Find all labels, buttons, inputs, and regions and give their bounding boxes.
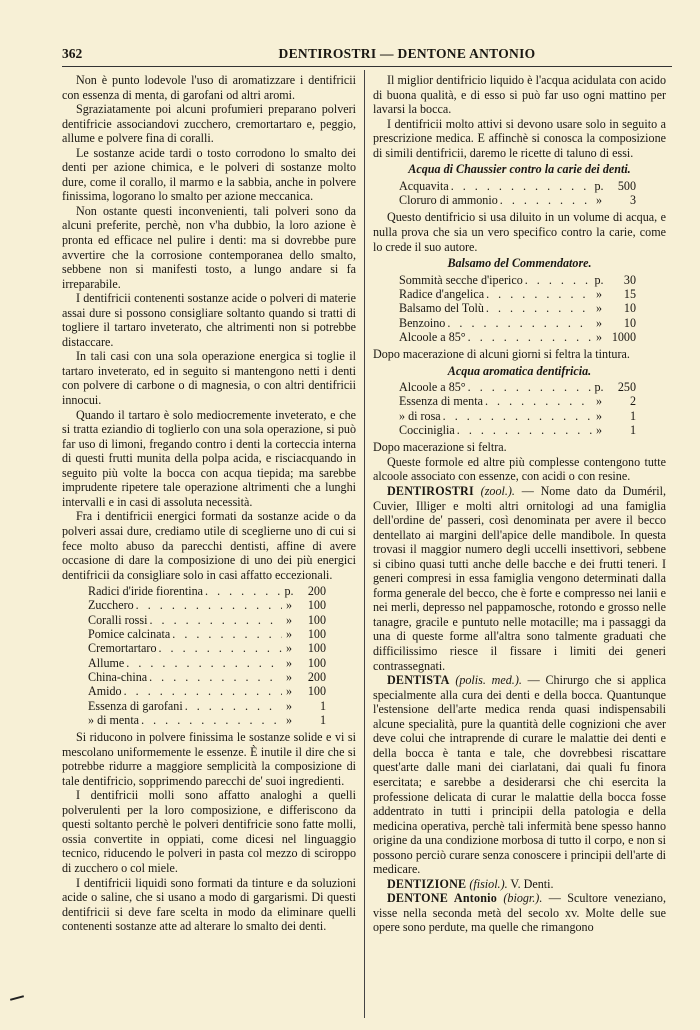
entry-tag: (polis. med.). — [455, 673, 522, 688]
recipe-line — [88, 627, 326, 641]
paragraph: Sgraziatamente poi alcuni profumieri preparano polveri dentifricie associandovi zucchero, cremortartaro e, peggio, allume e polvere fina di coralli. — [62, 102, 356, 146]
paragraph: Le sostanze acide tardi o tosto corrodono lo smalto dei denti per azione chimica, e le polveri di sostanze molto dure, come il corallo, il marmo e la sabbia, anche in polvere finissima, logorano lo smalto per azione meccanica. — [62, 145, 356, 204]
ingredient-qty: 1000 — [611, 329, 636, 344]
ingredient-qty: 100 — [307, 655, 326, 670]
ingredient-name: Radice d'angelica — [399, 286, 485, 301]
ingredient-name: Balsamo del Tolù — [399, 301, 484, 316]
ingredient-qty: 1 — [319, 712, 326, 727]
ingredient-unit: » — [285, 684, 293, 699]
ingredient-qty: 100 — [307, 684, 326, 699]
recipe-line — [88, 670, 326, 684]
ingredient-qty: 15 — [623, 286, 636, 301]
paragraph: Questo dentifricio si usa diluito in un volume di acqua, e nulla prova che sia un vero specifico contro la carie, come lo crede il suo autore. — [373, 210, 666, 254]
ingredient-name: Cocciniglia — [399, 423, 455, 438]
recipe-line — [88, 713, 326, 727]
paragraph: I dentifricii molli sono affatto analoghi a quelli polverulenti per la loro composizione, e differiscono da questi soltanto perchè le polveri dentifricie sono fatte molli, ossia convertite in oppiati, come dicesi nel linguaggio tecnico, riducendo le polveri in pasta col mezzo di sciroppo di zucchero o col miele. — [62, 788, 356, 876]
entry-tag: (zool.). — [480, 484, 515, 499]
left-column — [62, 73, 356, 934]
ingredient-name: Coralli rossi — [88, 612, 148, 627]
recipe-line — [399, 193, 636, 207]
leader-dots — [523, 273, 592, 287]
recipe-line — [88, 684, 326, 698]
recipe-line — [399, 301, 636, 315]
ingredient-unit: » — [285, 627, 293, 642]
paragraph: Dopo macerazione di alcuni giorni si feltra la tintura. — [373, 347, 630, 362]
ingredient-qty: 500 — [617, 178, 636, 193]
recipe-line — [399, 380, 636, 394]
recipe-line — [399, 394, 636, 408]
page-header — [62, 44, 672, 67]
leader-dots — [170, 627, 282, 641]
entry-headword: DENTONE Antonio — [387, 891, 497, 906]
ingredient-name: » di menta — [88, 712, 140, 727]
page-number: 362 — [62, 46, 83, 61]
ingredient-unit: » — [285, 669, 293, 684]
right-column — [373, 73, 666, 935]
ingredient-unit: » — [285, 612, 293, 627]
ingredient-qty: 100 — [307, 598, 326, 613]
leader-dots — [449, 179, 592, 193]
paragraph: Dopo macerazione si feltra. — [373, 440, 507, 455]
ingredient-unit: » — [595, 301, 603, 316]
recipe-acqua-aromatica — [373, 380, 666, 437]
paragraph: Fra i dentifricii energici formati da sostanze acide o da polveri assai dure, crediamo utile di sceglierne uno di cui si fece molto abuso da parecchi dentisti, affine di avere occasione di dare la composizione di uno dei più energici dentifricii da consigliare solo in casi affatto eccezionali. — [62, 509, 356, 582]
leader-dots — [466, 330, 592, 344]
ingredient-name: Essenza di garofani — [88, 698, 183, 713]
ingredient-name: » di rosa — [399, 408, 441, 423]
ingredient-unit: » — [595, 193, 603, 208]
recipe-line — [88, 613, 326, 627]
paragraph: Si riducono in polvere finissima le sostanze solide e vi si mescolano uniformemente le essenze. È inutile il dire che si potrebbe ridurre a maggiore semplicità la composizione di tale dentifricio, sopprimendo parecchi de' suoi ingredienti. — [62, 730, 356, 788]
recipe-title: Acqua aromatica dentifricia. — [447, 363, 592, 378]
leader-dots — [455, 423, 592, 437]
leader-dots — [498, 193, 592, 207]
paragraph: Quando il tartaro è solo mediocremente inveterato, e che si tratta eziandio di toglierlo con una sola operazione, si può far uso di limoni, fregando contro i denti la corteccia interna di questi frutti munita della polpa acida, e risciacquando in seguito più volte la bocca con acqua tiepida; ma sarebbe imprudente ripetere tale operazione altrimenti che a lunghi intervalli e in casi di assoluta necessità. — [62, 407, 356, 509]
recipe-title: Balsamo del Commendatore. — [447, 256, 592, 271]
ingredient-unit: » — [285, 712, 293, 727]
ingredient-qty: 100 — [307, 627, 326, 642]
recipe-line — [88, 656, 326, 670]
ingredient-qty: 10 — [623, 315, 636, 330]
margin-mark — [10, 995, 24, 1001]
leader-dots — [122, 684, 282, 698]
entry-headword: DENTIROSTRI — [387, 484, 474, 499]
paragraph: I dentifricii contenenti sostanze acide o polveri di materie assai dure si possono consigliare soltanto quando si tratti di togliere il tartaro inveterato, che altrimenti non si potrebbe distaccare. — [62, 291, 356, 349]
paragraph: Non ostante questi inconvenienti, tali polveri sono da alcuni preferite, perchè, non v'ha dubbio, la loro azione è pronta ed efficace nel pulire i denti: ma si dovrebbe pure avvertire che la corrosione contemporanea dello smalto, sebbene non si manifesti tosto, a lungo andare si fa irreparabile. — [62, 203, 356, 291]
recipe-line — [399, 179, 636, 193]
entry-tag: (biogr.). — [503, 891, 543, 906]
entry-text: V. Denti. — [507, 876, 554, 891]
ingredient-name: China-china — [88, 669, 148, 684]
ingredient-name: Pomice calcinata — [88, 627, 171, 642]
ingredient-qty: 30 — [623, 272, 636, 287]
ingredient-name: Amido — [88, 684, 122, 699]
recipe-balsamo — [373, 273, 666, 344]
leader-dots — [139, 713, 282, 727]
recipe-acqua-chaussier — [373, 179, 666, 208]
ingredient-name: Sommità secche d'iperico — [399, 272, 523, 287]
ingredient-name: Essenza di menta — [399, 394, 483, 409]
ingredient-unit: » — [595, 423, 603, 438]
recipe-line — [399, 330, 636, 344]
leader-dots — [484, 287, 592, 301]
recipe-line — [88, 584, 326, 598]
ingredient-qty: 10 — [623, 301, 636, 316]
recipe-line — [88, 699, 326, 713]
ingredient-name: Alcoole a 85° — [399, 380, 466, 395]
recipe-line — [399, 287, 636, 301]
entry-text: — Scultore veneziano, visse nella seconda metà del secolo xv. Molte delle sue opere sono perdute, ma quelle che rimangono — [373, 891, 666, 935]
ingredient-unit: » — [595, 394, 603, 409]
entry-text: — Chirurgo che si applica specialmente alla cura dei denti e della bocca. Quantunque l'estensione dell'arte medica renda quasi indispensabili alcune specialità, pure la quantità delle cognizioni che aver deve colui che intraprende di curare le malattie dei denti e della bocca è tanta e tale, che dovrebbesi riscattare quest'arte dalle mani dei ciarlatani, dai quali fu finora esercitata; e sarebbe a desiderarsi che chi esercita la professione delicata di curar le malattie della bocca fosse addentrato in tutti i principii della patologia e della medicina operativa, perchè tali infermità bene spesso hanno origine da una condizione morbosa di tutto il corpo, e non si possono perciò curare senza conoscere i principii dell'arte di medicare. — [373, 673, 666, 877]
ingredient-unit: » — [285, 655, 293, 670]
ingredient-name: Allume — [88, 655, 125, 670]
entry-dentone — [373, 891, 666, 935]
ingredient-unit: » — [595, 329, 603, 344]
ingredient-qty: 200 — [307, 669, 326, 684]
recipe-title: Acqua di Chaussier contro la carie dei denti. — [408, 162, 631, 177]
ingredient-qty: 1 — [629, 408, 636, 423]
recipe-line — [399, 409, 636, 423]
ingredient-unit: » — [285, 698, 293, 713]
ingredient-unit: p. — [594, 380, 604, 395]
leader-dots — [441, 409, 592, 423]
ingredient-unit: » — [595, 408, 603, 423]
recipe-line — [399, 316, 636, 330]
leader-dots — [157, 641, 283, 655]
recipe-line — [88, 641, 326, 655]
leader-dots — [484, 301, 592, 315]
entry-tag: (fisiol.). — [469, 876, 508, 891]
entry-text: — Nome dato da Duméril, Cuvier, Illiger e molti altri ornitologi ad una famiglia dell'ordine de' passeri, così denominata per avere il becco dentellato ai margini dell'apice delle mandibole. In questa trovasi il maggior numero degli uccelli insettivori, sebbene si cibino quasi tutti anche delle bacche e dei frutti teneri. I generi compresi in essa famiglia vengono determinati dalla forma generale del becco, che è forte e compresso nei lanii e nei merli, depresso nel pappamosche, rotondo e grosso nelle tanagre, gracile e puntuto nelle motacille; ma i passaggi da una di queste forme all'altra sono talmente graduati che difficilissimo riesce il fissare i limiti dei generi contrassegnati. — [373, 484, 666, 673]
entry-headword: DENTIZIONE — [387, 876, 467, 891]
entry-dentista — [373, 673, 666, 877]
ingredient-unit: » — [285, 598, 293, 613]
paragraph: I dentifricii liquidi sono formati da tinture e da soluzioni acide o saline, che si usano a modo di gargarismi. Di questi dentifricii si deve fare scelta in modo da eliminare quelli contenenti sostanze atte ad alterare lo smalto dei denti. — [62, 875, 356, 934]
ingredient-name: Alcoole a 85° — [399, 329, 466, 344]
paragraph: Il miglior dentifricio liquido è l'acqua acidulata con acido di buona qualità, e di esso si può far uso ogni mattino per lavarsi la bocca. — [373, 73, 666, 117]
ingredient-qty: 250 — [617, 380, 636, 395]
recipe-line — [399, 423, 636, 437]
ingredient-unit: » — [595, 286, 603, 301]
ingredient-qty: 200 — [307, 584, 326, 599]
ingredient-unit: p. — [594, 178, 604, 193]
recipe-polvere — [62, 584, 356, 727]
recipe-line — [88, 598, 326, 612]
leader-dots — [147, 613, 282, 627]
ingredient-qty: 100 — [307, 612, 326, 627]
entry-headword: DENTISTA — [387, 673, 450, 688]
column-divider — [364, 70, 365, 1018]
ingredient-unit: p. — [594, 272, 604, 287]
ingredient-unit: » — [595, 315, 603, 330]
ingredient-name: Benzoino — [399, 315, 446, 330]
ingredient-name: Acquavita — [399, 178, 449, 193]
leader-dots — [183, 699, 282, 713]
ingredient-qty: 1 — [319, 698, 326, 713]
ingredient-unit: » — [285, 641, 293, 656]
leader-dots — [124, 656, 282, 670]
ingredient-qty: 3 — [629, 193, 636, 208]
ingredient-qty: 2 — [629, 394, 636, 409]
entry-dentirostri — [373, 484, 666, 673]
ingredient-name: Radici d'iride fiorentina — [88, 584, 204, 599]
leader-dots — [445, 316, 592, 330]
leader-dots — [147, 670, 282, 684]
paragraph: I dentifricii molto attivi si devono usare solo in seguito a prescrizione medica. E affinchè si conosca la composizione di simili dentifricii, daremo le ricette di taluno di essi. — [373, 116, 666, 160]
recipe-line — [399, 273, 636, 287]
leader-dots — [466, 380, 592, 394]
ingredient-unit: p. — [284, 584, 294, 599]
leader-dots — [483, 394, 592, 408]
paragraph: In tali casi con una sola operazione energica si toglie il tartaro inveterato, ed in seguito si mantengono netti i denti con polvere di carbone o di magnesia, o con altri dentifricii innocui. — [62, 349, 356, 408]
ingredient-qty: 100 — [307, 641, 326, 656]
leader-dots — [134, 598, 282, 612]
ingredient-name: Zucchero — [88, 598, 134, 613]
running-title: DENTIROSTRI — DENTONE ANTONIO — [278, 46, 536, 61]
leader-dots — [203, 584, 282, 598]
entry-dentizione — [373, 877, 666, 892]
ingredient-name: Cremortartaro — [88, 641, 157, 656]
ingredient-name: Cloruro di ammonio — [399, 193, 498, 208]
paragraph: Non è punto lodevole l'uso di aromatizzare i dentifricii con essenza di menta, di garofani od altri aromi. — [62, 73, 356, 102]
ingredient-qty: 1 — [629, 423, 636, 438]
paragraph: Queste formole ed altre più complesse contengono tutte alcoole associato con essenze, con acidi o con resine. — [373, 454, 666, 484]
